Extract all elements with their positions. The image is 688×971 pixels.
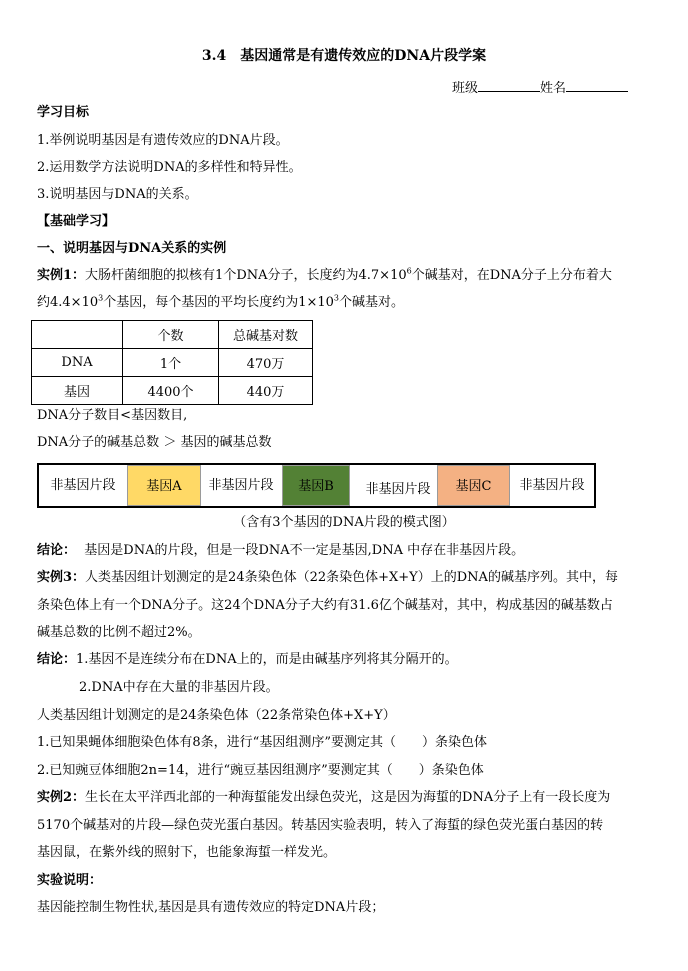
gene-a-segment: 基因A — [127, 465, 201, 506]
table-header-cell: 总碱基对数 — [219, 321, 313, 349]
exponent: 3 — [333, 293, 340, 303]
genome-project-line: 人类基因组计划测定的是24条染色体（22条常染色体+X+Y） — [37, 708, 396, 723]
table-cell: 440万 — [219, 377, 313, 405]
example1-label: 实例1： — [37, 268, 86, 283]
table-header-row — [32, 321, 313, 349]
name-blank — [566, 77, 628, 92]
class-label: 班级 — [452, 81, 479, 96]
basic-learning-heading: 【基础学习】 — [37, 214, 116, 229]
non-gene-segment: 非基因片段 — [365, 482, 431, 497]
table-header-cell: 个数 — [123, 321, 219, 349]
table-cell: 470万 — [219, 349, 313, 377]
table-cell: 1个 — [123, 349, 219, 377]
conclusion1 — [37, 541, 524, 561]
example1-text: 约4.4×10 — [37, 295, 99, 310]
example3-line2: 条染色体上有一个DNA分子。这24个DNA分子大约有31.6亿个碱基对，其中，构成基因的碱基数占 — [37, 598, 613, 613]
example3-line1 — [37, 568, 618, 588]
example2-line2: 5170个碱基对的片段—绿色荧光蛋白基因。转基因实验表明，转入了海蜇的绿色荧光蛋白基因的转 — [37, 818, 604, 833]
class-blank — [478, 77, 540, 92]
objective-item: 2.运用数学方法说明DNA的多样性和特异性。 — [37, 160, 302, 175]
table-cell: DNA — [32, 349, 123, 377]
diagram-caption: （含有3个基因的DNA片段的模式图） — [233, 515, 455, 530]
example3-label: 实例3： — [37, 570, 86, 585]
non-gene-segment: 非基因片段 — [519, 478, 585, 493]
objectives-heading: 学习目标 — [37, 105, 90, 120]
conclusion-label: 结论： — [37, 543, 77, 558]
example1-text: 个基因，每个基因的平均长度约为1×10 — [103, 295, 334, 310]
question-item: 2.已知豌豆体细胞2n=14，进行“豌豆基因组测序”要测定其（ ）条染色体 — [37, 763, 484, 778]
conclusion-item: 2.DNA中存在大量的非基因片段。 — [79, 680, 279, 695]
gene-c-segment: 基因C — [437, 465, 510, 506]
example3-text: 人类基因组计划测定的是24条染色体（22条染色体+X+Y）上的DNA的碱基序列。其中，每 — [85, 570, 618, 585]
exponent: 6 — [406, 266, 412, 276]
example3-line3: 碱基总数的比例不超过2%。 — [37, 625, 201, 640]
example1-text: 大肠杆菌细胞的拟核有1个DNA分子，长度约为4.7×10 — [85, 268, 407, 283]
example2-label: 实例2： — [37, 790, 86, 805]
example2-text: 生长在太平洋西北部的一种海蜇能发出绿色荧光，这是因为海蜇的DNA分子上有一段长度为 — [85, 790, 611, 805]
example2-line1 — [37, 788, 610, 808]
objective-item: 3.说明基因与DNA的关系。 — [37, 187, 198, 202]
conclusion-text: 基因是DNA的片段，但是一段DNA不一定是基因,DNA 中存在非基因片段。 — [84, 543, 525, 558]
non-gene-segment: 非基因片段 — [50, 478, 116, 493]
example1-text: 个碱基对，在DNA分子上分布着大 — [411, 268, 612, 283]
question-item: 1.已知果蝇体细胞染色体有8条，进行“基因组测序”要测定其（ ）条染色体 — [37, 735, 487, 750]
table-cell: 基因 — [32, 377, 123, 405]
example2-line3: 基因鼠，在紫外线的照射下，也能象海蜇一样发光。 — [37, 845, 337, 860]
conclusion-label: 结论： — [37, 652, 77, 667]
dna-segment-diagram — [37, 463, 596, 508]
experiment-heading: 实验说明： — [37, 873, 103, 888]
page-title: 3.4 基因通常是有遗传效应的DNA片段学案 — [201, 48, 487, 64]
gene-b-segment: 基因B — [282, 465, 350, 506]
table-row — [32, 377, 313, 405]
section-heading: 一、说明基因与DNA关系的实例 — [37, 241, 227, 256]
table-row — [32, 349, 313, 377]
dna-gene-table — [31, 320, 313, 405]
conclusion2 — [37, 650, 458, 670]
experiment-text: 基因能控制生物性状,基因是具有遗传效应的特定DNA片段； — [37, 900, 385, 915]
example1-line2 — [37, 293, 404, 313]
example1-line1 — [37, 266, 612, 286]
table-header-cell — [32, 321, 123, 349]
name-label: 姓名 — [540, 81, 567, 96]
table-cell: 4400个 — [123, 377, 219, 405]
objective-item: 1.举例说明基因是有遗传效应的DNA片段。 — [37, 133, 289, 148]
conclusion-item: 1.基因不是连续分布在DNA上的，而是由碱基序列将其分隔开的。 — [76, 652, 458, 667]
comparison-line: DNA分子的碱基总数 ＞ 基因的碱基总数 — [37, 435, 272, 450]
exponent: 3 — [98, 293, 104, 303]
non-gene-segment: 非基因片段 — [208, 478, 274, 493]
comparison-line: DNA分子数目<基因数目, — [37, 408, 188, 423]
example1-text: 个碱基对。 — [339, 295, 405, 310]
class-name-line — [452, 77, 628, 99]
